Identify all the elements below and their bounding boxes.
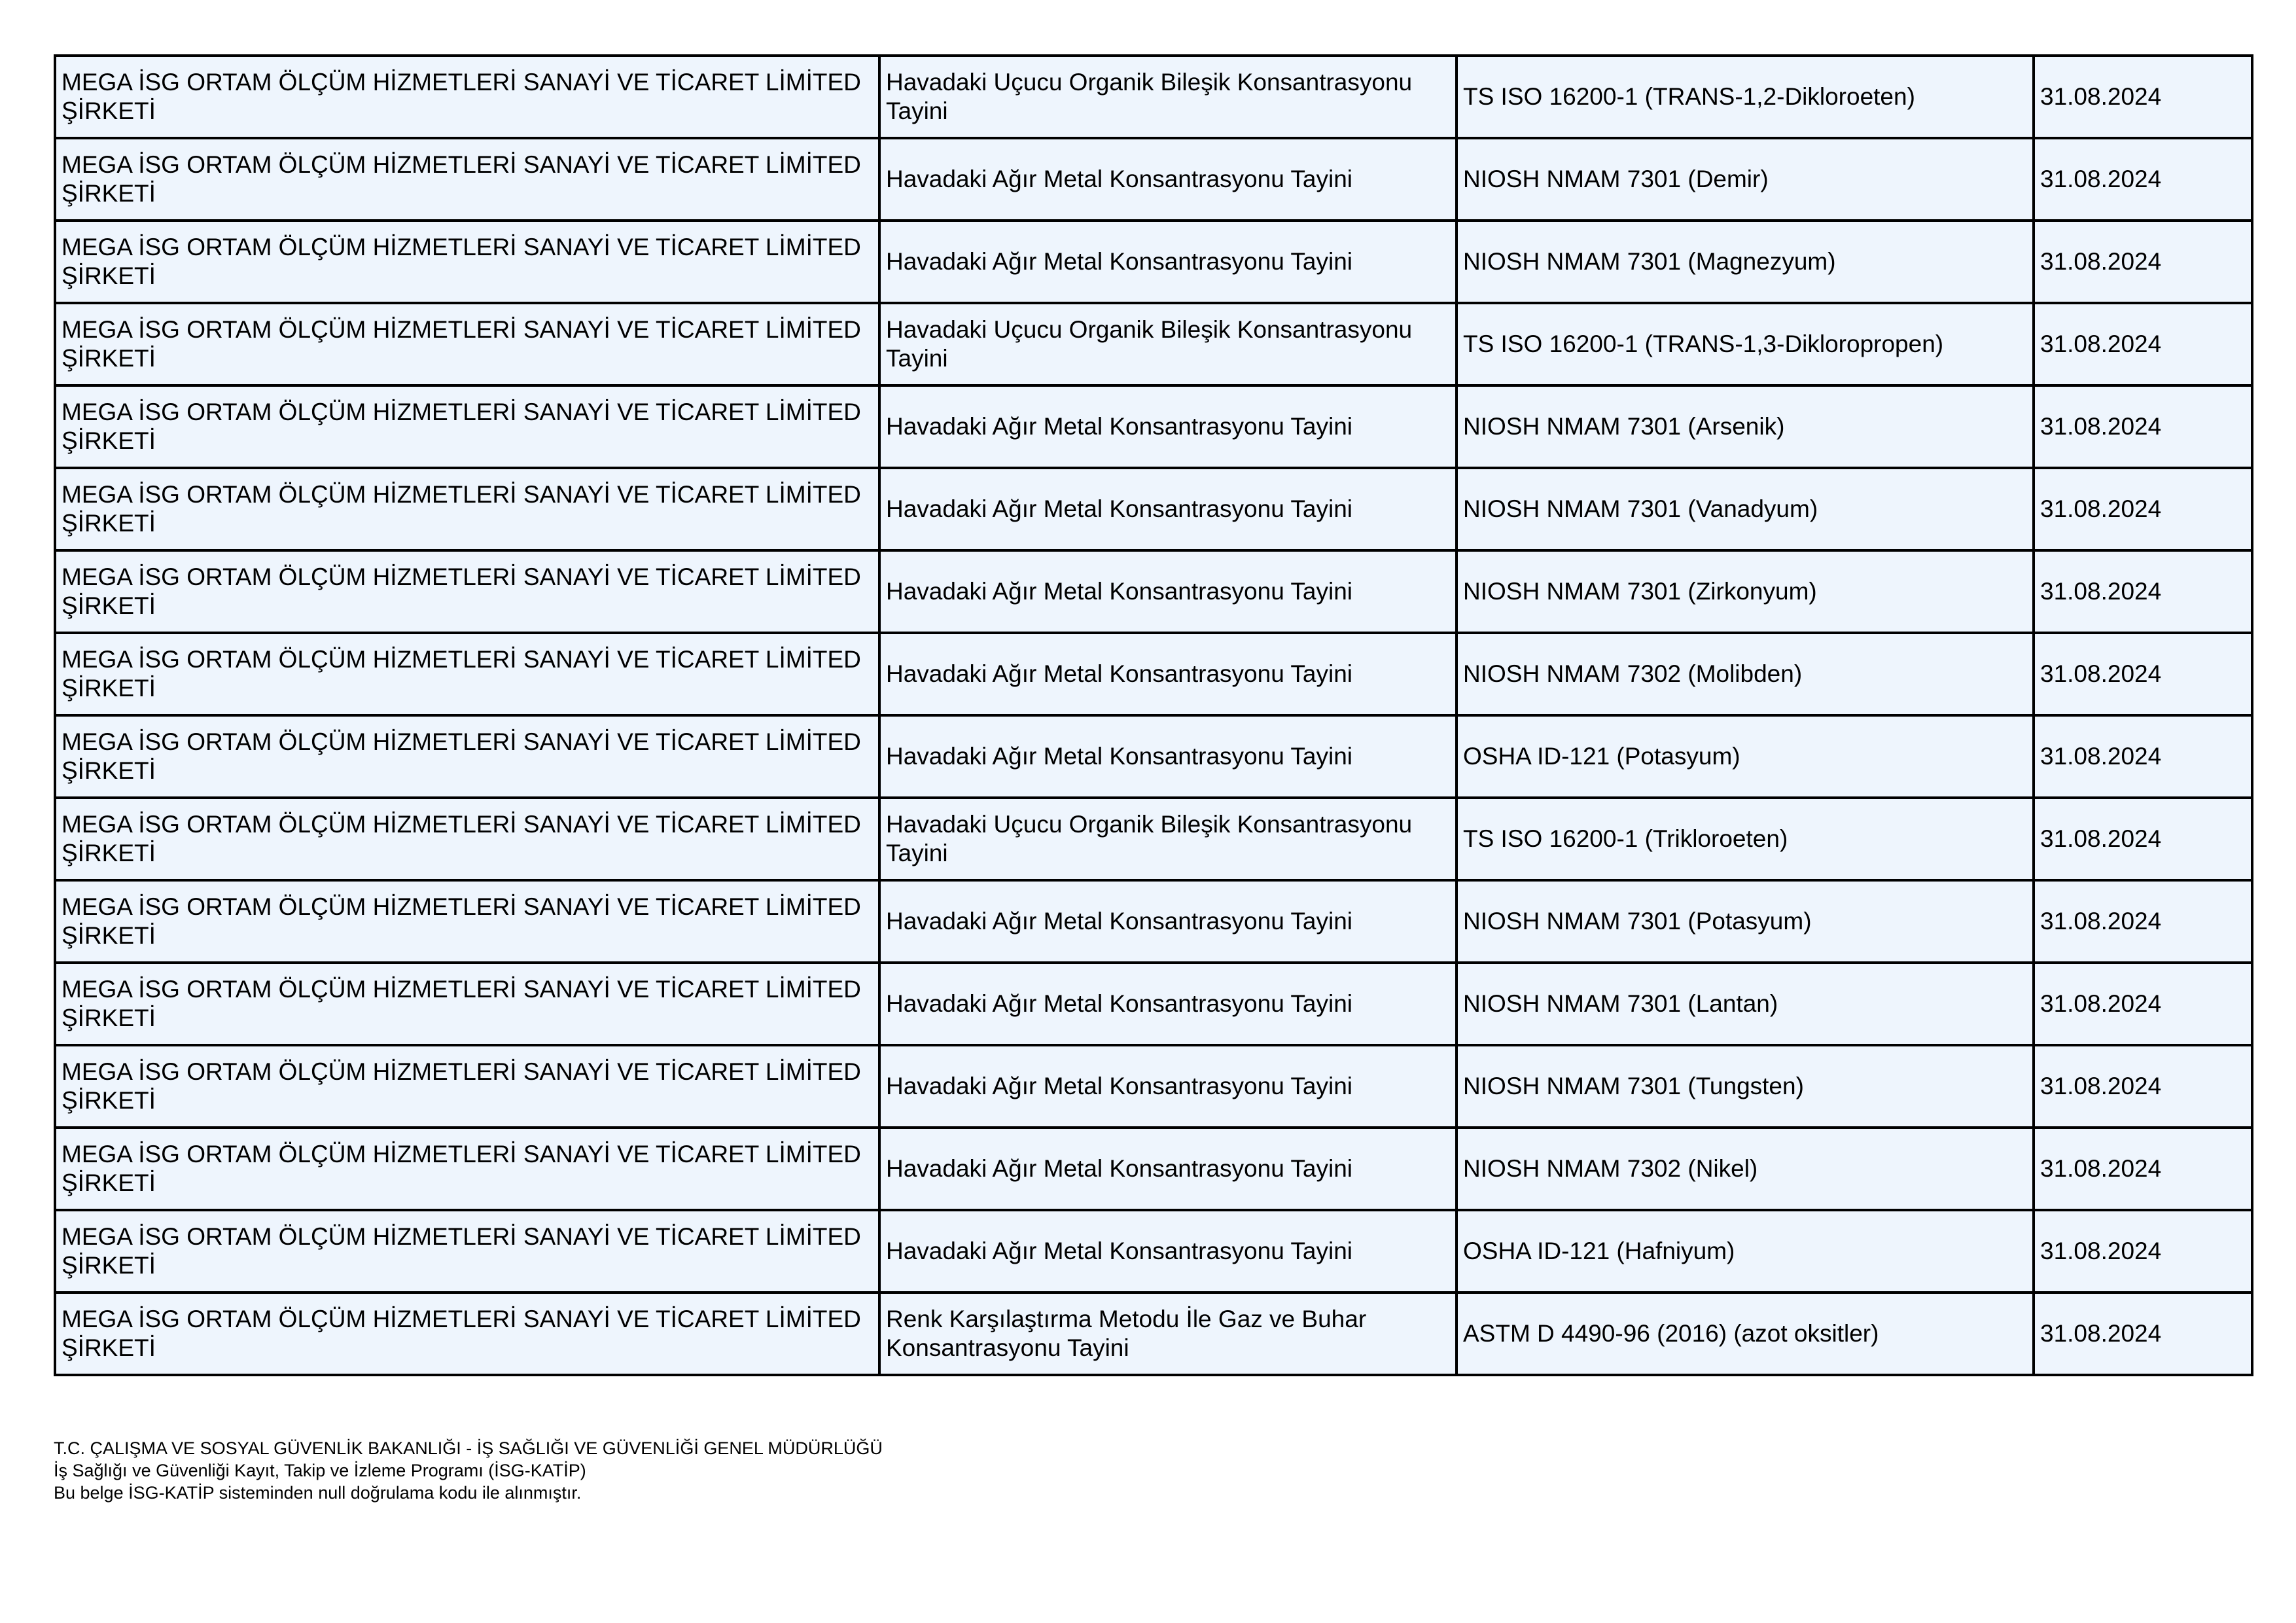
table-row	[55, 468, 2252, 550]
company-cell: MEGA İSG ORTAM ÖLÇÜM HİZMETLERİ SANAYİ VE TİCARET LİMİTED ŞİRKETİ	[55, 633, 879, 715]
method-cell: NIOSH NMAM 7301 (Arsenik)	[1457, 385, 2034, 468]
service-cell: Havadaki Ağır Metal Konsantrasyonu Tayini	[879, 468, 1457, 550]
footer-program-line: İş Sağlığı ve Güvenliği Kayıt, Takip ve İzleme Programı (İSG-KATİP)	[54, 1461, 586, 1480]
table-row	[55, 138, 2252, 221]
company-cell: MEGA İSG ORTAM ÖLÇÜM HİZMETLERİ SANAYİ VE TİCARET LİMİTED ŞİRKETİ	[55, 385, 879, 468]
date-cell: 31.08.2024	[2034, 550, 2252, 633]
company-cell: MEGA İSG ORTAM ÖLÇÜM HİZMETLERİ SANAYİ VE TİCARET LİMİTED ŞİRKETİ	[55, 138, 879, 221]
method-cell: NIOSH NMAM 7301 (Lantan)	[1457, 963, 2034, 1045]
service-cell: Havadaki Ağır Metal Konsantrasyonu Tayini	[879, 1045, 1457, 1128]
company-cell: MEGA İSG ORTAM ÖLÇÜM HİZMETLERİ SANAYİ VE TİCARET LİMİTED ŞİRKETİ	[55, 1293, 879, 1375]
table-row	[55, 715, 2252, 798]
company-cell: MEGA İSG ORTAM ÖLÇÜM HİZMETLERİ SANAYİ VE TİCARET LİMİTED ŞİRKETİ	[55, 303, 879, 385]
method-cell: NIOSH NMAM 7301 (Zirkonyum)	[1457, 550, 2034, 633]
company-cell: MEGA İSG ORTAM ÖLÇÜM HİZMETLERİ SANAYİ VE TİCARET LİMİTED ŞİRKETİ	[55, 715, 879, 798]
company-cell: MEGA İSG ORTAM ÖLÇÜM HİZMETLERİ SANAYİ VE TİCARET LİMİTED ŞİRKETİ	[55, 963, 879, 1045]
method-cell: NIOSH NMAM 7301 (Vanadyum)	[1457, 468, 2034, 550]
table-row	[55, 633, 2252, 715]
method-cell: TS ISO 16200-1 (Trikloroeten)	[1457, 798, 2034, 880]
method-cell: OSHA ID-121 (Potasyum)	[1457, 715, 2034, 798]
service-cell: Havadaki Uçucu Organik Bileşik Konsantrasyonu Tayini	[879, 303, 1457, 385]
date-cell: 31.08.2024	[2034, 385, 2252, 468]
date-cell: 31.08.2024	[2034, 1128, 2252, 1210]
method-cell: NIOSH NMAM 7301 (Demir)	[1457, 138, 2034, 221]
table-row	[55, 1128, 2252, 1210]
service-cell: Havadaki Ağır Metal Konsantrasyonu Tayini	[879, 550, 1457, 633]
service-cell: Havadaki Ağır Metal Konsantrasyonu Tayini	[879, 963, 1457, 1045]
footer-verification-line: Bu belge İSG-KATİP sisteminden null doğrulama kodu ile alınmıştır.	[54, 1483, 582, 1503]
table-row	[55, 221, 2252, 303]
company-cell: MEGA İSG ORTAM ÖLÇÜM HİZMETLERİ SANAYİ VE TİCARET LİMİTED ŞİRKETİ	[55, 1128, 879, 1210]
table-row	[55, 1293, 2252, 1375]
company-cell: MEGA İSG ORTAM ÖLÇÜM HİZMETLERİ SANAYİ VE TİCARET LİMİTED ŞİRKETİ	[55, 468, 879, 550]
company-cell: MEGA İSG ORTAM ÖLÇÜM HİZMETLERİ SANAYİ VE TİCARET LİMİTED ŞİRKETİ	[55, 798, 879, 880]
method-cell: NIOSH NMAM 7301 (Tungsten)	[1457, 1045, 2034, 1128]
service-cell: Havadaki Ağır Metal Konsantrasyonu Tayini	[879, 385, 1457, 468]
date-cell: 31.08.2024	[2034, 138, 2252, 221]
footer-ministry-line: T.C. ÇALIŞMA VE SOSYAL GÜVENLİK BAKANLIĞI - İŞ SAĞLIĞI VE GÜVENLİĞİ GENEL MÜDÜRLÜĞÜ	[54, 1438, 883, 1458]
table-row	[55, 385, 2252, 468]
service-cell: Havadaki Ağır Metal Konsantrasyonu Tayini	[879, 880, 1457, 963]
service-cell: Havadaki Ağır Metal Konsantrasyonu Tayini	[879, 221, 1457, 303]
service-cell: Havadaki Uçucu Organik Bileşik Konsantrasyonu Tayini	[879, 798, 1457, 880]
company-cell: MEGA İSG ORTAM ÖLÇÜM HİZMETLERİ SANAYİ VE TİCARET LİMİTED ŞİRKETİ	[55, 880, 879, 963]
table-row	[55, 303, 2252, 385]
date-cell: 31.08.2024	[2034, 468, 2252, 550]
service-cell: Havadaki Ağır Metal Konsantrasyonu Tayini	[879, 1210, 1457, 1293]
date-cell: 31.08.2024	[2034, 1293, 2252, 1375]
table-row	[55, 550, 2252, 633]
date-cell: 31.08.2024	[2034, 1045, 2252, 1128]
service-cell: Havadaki Ağır Metal Konsantrasyonu Tayini	[879, 1128, 1457, 1210]
company-cell: MEGA İSG ORTAM ÖLÇÜM HİZMETLERİ SANAYİ VE TİCARET LİMİTED ŞİRKETİ	[55, 550, 879, 633]
date-cell: 31.08.2024	[2034, 1210, 2252, 1293]
method-cell: NIOSH NMAM 7302 (Nikel)	[1457, 1128, 2034, 1210]
records-table	[54, 54, 2253, 1376]
company-cell: MEGA İSG ORTAM ÖLÇÜM HİZMETLERİ SANAYİ VE TİCARET LİMİTED ŞİRKETİ	[55, 1210, 879, 1293]
service-cell: Havadaki Ağır Metal Konsantrasyonu Tayini	[879, 138, 1457, 221]
company-cell: MEGA İSG ORTAM ÖLÇÜM HİZMETLERİ SANAYİ VE TİCARET LİMİTED ŞİRKETİ	[55, 1045, 879, 1128]
date-cell: 31.08.2024	[2034, 880, 2252, 963]
method-cell: OSHA ID-121 (Hafniyum)	[1457, 1210, 2034, 1293]
service-cell: Renk Karşılaştırma Metodu İle Gaz ve Buhar Konsantrasyonu Tayini	[879, 1293, 1457, 1375]
service-cell: Havadaki Ağır Metal Konsantrasyonu Tayini	[879, 633, 1457, 715]
company-cell: MEGA İSG ORTAM ÖLÇÜM HİZMETLERİ SANAYİ VE TİCARET LİMİTED ŞİRKETİ	[55, 56, 879, 138]
date-cell: 31.08.2024	[2034, 798, 2252, 880]
table-row	[55, 1210, 2252, 1293]
date-cell: 31.08.2024	[2034, 633, 2252, 715]
document-footer	[54, 1437, 883, 1504]
table-row	[55, 56, 2252, 138]
date-cell: 31.08.2024	[2034, 221, 2252, 303]
method-cell: TS ISO 16200-1 (TRANS-1,2-Dikloroeten)	[1457, 56, 2034, 138]
method-cell: NIOSH NMAM 7301 (Magnezyum)	[1457, 221, 2034, 303]
date-cell: 31.08.2024	[2034, 56, 2252, 138]
company-cell: MEGA İSG ORTAM ÖLÇÜM HİZMETLERİ SANAYİ VE TİCARET LİMİTED ŞİRKETİ	[55, 221, 879, 303]
method-cell: ASTM D 4490-96 (2016) (azot oksitler)	[1457, 1293, 2034, 1375]
method-cell: NIOSH NMAM 7301 (Potasyum)	[1457, 880, 2034, 963]
method-cell: TS ISO 16200-1 (TRANS-1,3-Dikloropropen)	[1457, 303, 2034, 385]
service-cell: Havadaki Ağır Metal Konsantrasyonu Tayini	[879, 715, 1457, 798]
table-row	[55, 963, 2252, 1045]
table-row	[55, 1045, 2252, 1128]
date-cell: 31.08.2024	[2034, 715, 2252, 798]
table-row	[55, 880, 2252, 963]
service-cell: Havadaki Uçucu Organik Bileşik Konsantrasyonu Tayini	[879, 56, 1457, 138]
date-cell: 31.08.2024	[2034, 303, 2252, 385]
table-row	[55, 798, 2252, 880]
method-cell: NIOSH NMAM 7302 (Molibden)	[1457, 633, 2034, 715]
date-cell: 31.08.2024	[2034, 963, 2252, 1045]
